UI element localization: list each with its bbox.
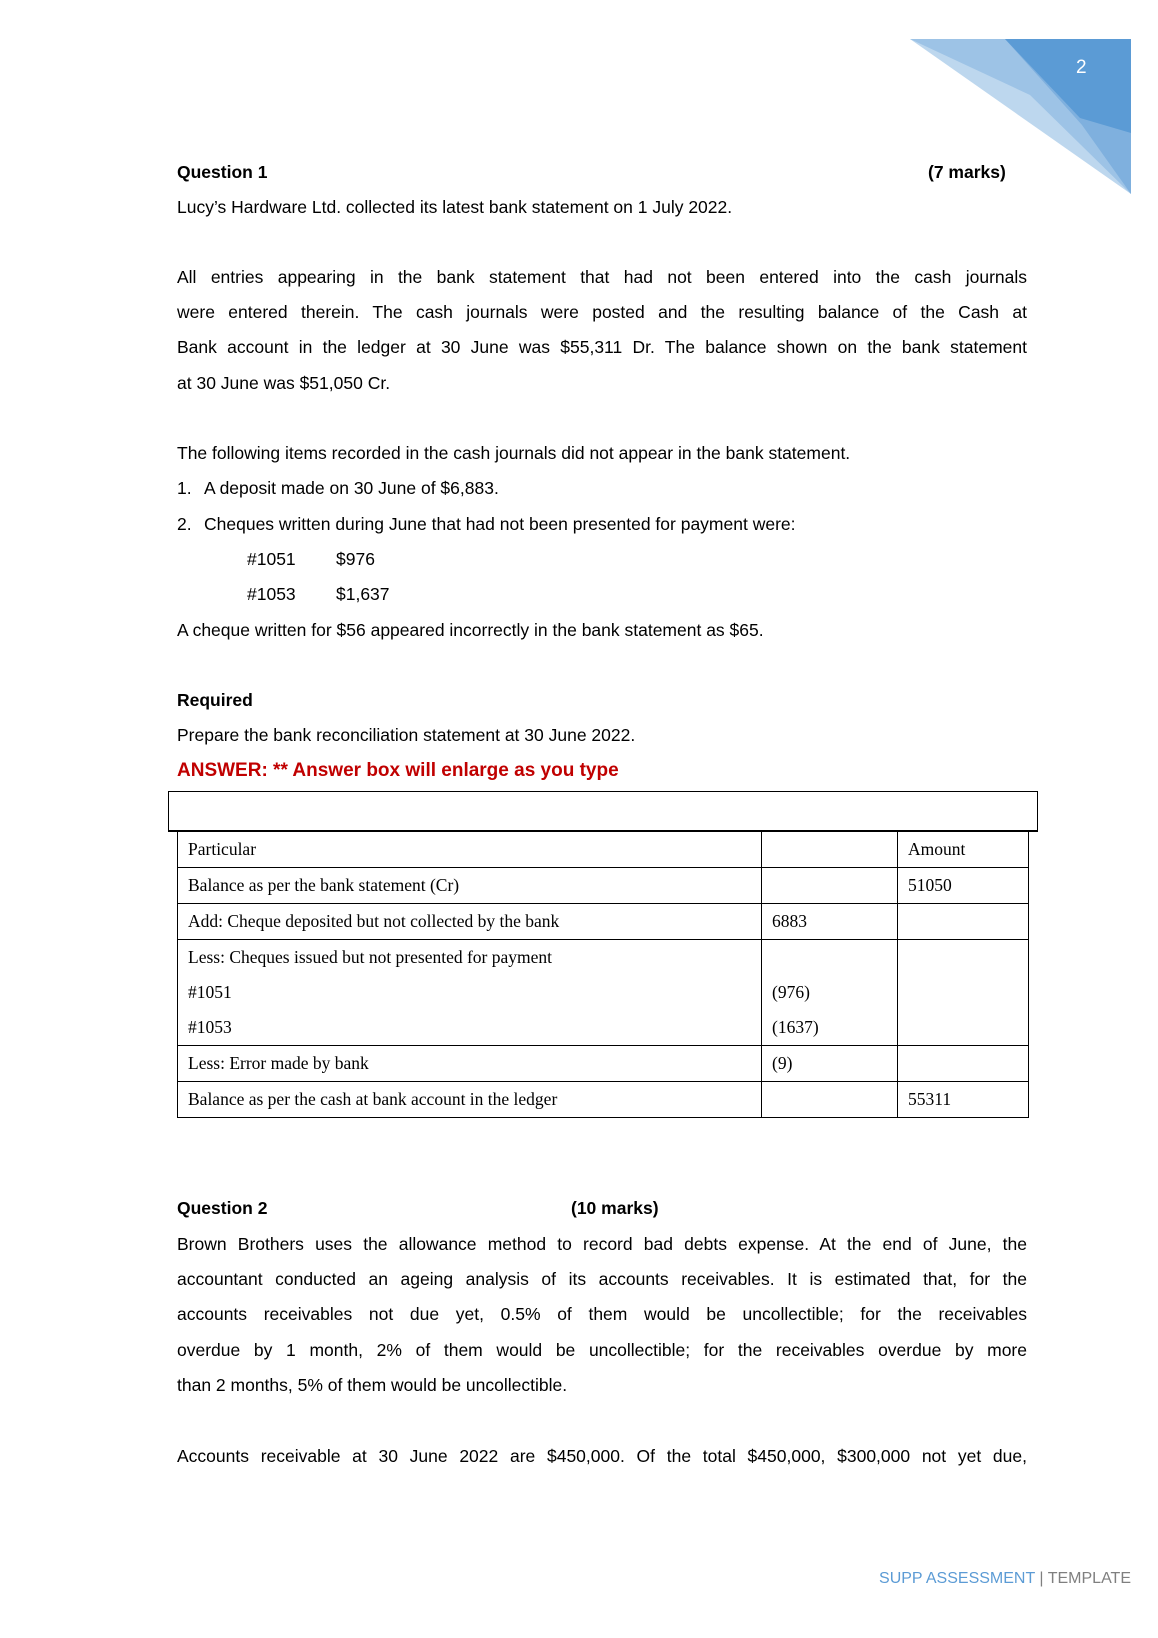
bank-reconciliation-table xyxy=(177,831,1029,1118)
amount-cell: 55311 xyxy=(898,1082,1029,1118)
q1-para-line: were entered therein. The cash journals were posted and the resulting balance of the Cash at xyxy=(177,302,1027,322)
mid-cell: 6883 xyxy=(762,904,898,940)
q2-para2: Accounts receivable at 30 June 2022 are $450,000. Of the total $450,000, $300,000 not yet due, xyxy=(177,1446,1027,1466)
required-label: Required xyxy=(177,690,253,710)
header-blank xyxy=(762,832,898,868)
mid-line: (976) xyxy=(772,982,810,1002)
table-row xyxy=(178,1082,1029,1118)
particular-cell: Balance as per the cash at bank account in the ledger xyxy=(178,1082,762,1118)
mid-cell xyxy=(762,1082,898,1118)
cheque-number: #1053 xyxy=(247,584,296,604)
header-amount: Amount xyxy=(898,832,1029,868)
q2-para-line: accounts receivables not due yet, 0.5% of them would be uncollectible; for the receivables xyxy=(177,1304,1027,1324)
header-particular: Particular xyxy=(178,832,762,868)
list-num: 2. xyxy=(177,514,192,534)
mid-cell xyxy=(762,868,898,904)
mid-line xyxy=(772,940,887,975)
particular-line: #1051 xyxy=(188,982,232,1002)
footer-left: SUPP ASSESSMENT xyxy=(879,1570,1035,1587)
q2-para-line: accountant conducted an ageing analysis of its accounts receivables. It is estimated that, for the xyxy=(177,1269,1027,1289)
cheque-number: #1051 xyxy=(247,549,296,569)
particular-line: Less: Cheques issued but not presented for payment xyxy=(188,947,553,967)
table-row xyxy=(178,940,1029,1046)
footer-right: TEMPLATE xyxy=(1047,1570,1131,1587)
q1-para-line: at 30 June was $51,050 Cr. xyxy=(177,373,391,393)
q1-para-line: All entries appearing in the bank statement that had not been entered into the cash journals xyxy=(177,267,1027,287)
answer-label: ANSWER: ** Answer box will enlarge as you type xyxy=(177,760,619,781)
q1-para-line: Bank account in the ledger at 30 June was $55,311 Dr. The balance shown on the bank statement xyxy=(177,337,1027,357)
list-item: A deposit made on 30 June of $6,883. xyxy=(204,478,499,498)
table-row xyxy=(178,904,1029,940)
particular-line: #1053 xyxy=(188,1017,232,1037)
question-1-marks: (7 marks) xyxy=(928,162,1006,182)
q1-para2: The following items recorded in the cash journals did not appear in the bank statement. xyxy=(177,443,851,463)
amount-cell xyxy=(898,904,1029,940)
particular-cell: Balance as per the bank statement (Cr) xyxy=(178,868,762,904)
mid-cell xyxy=(762,940,898,1046)
amount-cell: 51050 xyxy=(898,868,1029,904)
particular-cell: Less: Error made by bank xyxy=(178,1046,762,1082)
q1-intro: Lucy’s Hardware Ltd. collected its latest bank statement on 1 July 2022. xyxy=(177,197,733,217)
error-note: A cheque written for $56 appeared incorrectly in the bank statement as $65. xyxy=(177,620,764,640)
cheque-amount: $1,637 xyxy=(336,584,390,604)
required-text: Prepare the bank reconciliation statement at 30 June 2022. xyxy=(177,725,636,745)
page-number: 2 xyxy=(1076,57,1087,78)
amount-cell xyxy=(898,940,1029,1046)
amount-cell xyxy=(898,1046,1029,1082)
question-2-title: Question 2 xyxy=(177,1198,268,1218)
question-2-marks: (10 marks) xyxy=(571,1198,659,1218)
answer-box[interactable] xyxy=(168,791,1038,832)
table-row xyxy=(178,868,1029,904)
q2-para-line: than 2 months, 5% of them would be uncollectible. xyxy=(177,1375,568,1395)
footer-separator: | xyxy=(1039,1570,1044,1587)
mid-line: (1637) xyxy=(772,1017,819,1037)
question-1-title: Question 1 xyxy=(177,162,268,182)
table-row xyxy=(178,1046,1029,1082)
list-item: Cheques written during June that had not been presented for payment were: xyxy=(204,514,796,534)
particular-cell: Add: Cheque deposited but not collected by the bank xyxy=(178,904,762,940)
list-num: 1. xyxy=(177,478,192,498)
cheque-amount: $976 xyxy=(336,549,375,569)
particular-cell xyxy=(178,940,762,1046)
mid-cell: (9) xyxy=(762,1046,898,1082)
footer xyxy=(879,1570,1131,1588)
q2-para-line: overdue by 1 month, 2% of them would be uncollectible; for the receivables overdue by more xyxy=(177,1340,1027,1360)
q2-para-line: Brown Brothers uses the allowance method to record bad debts expense. At the end of June, the xyxy=(177,1234,1027,1254)
table-header-row xyxy=(178,832,1029,868)
